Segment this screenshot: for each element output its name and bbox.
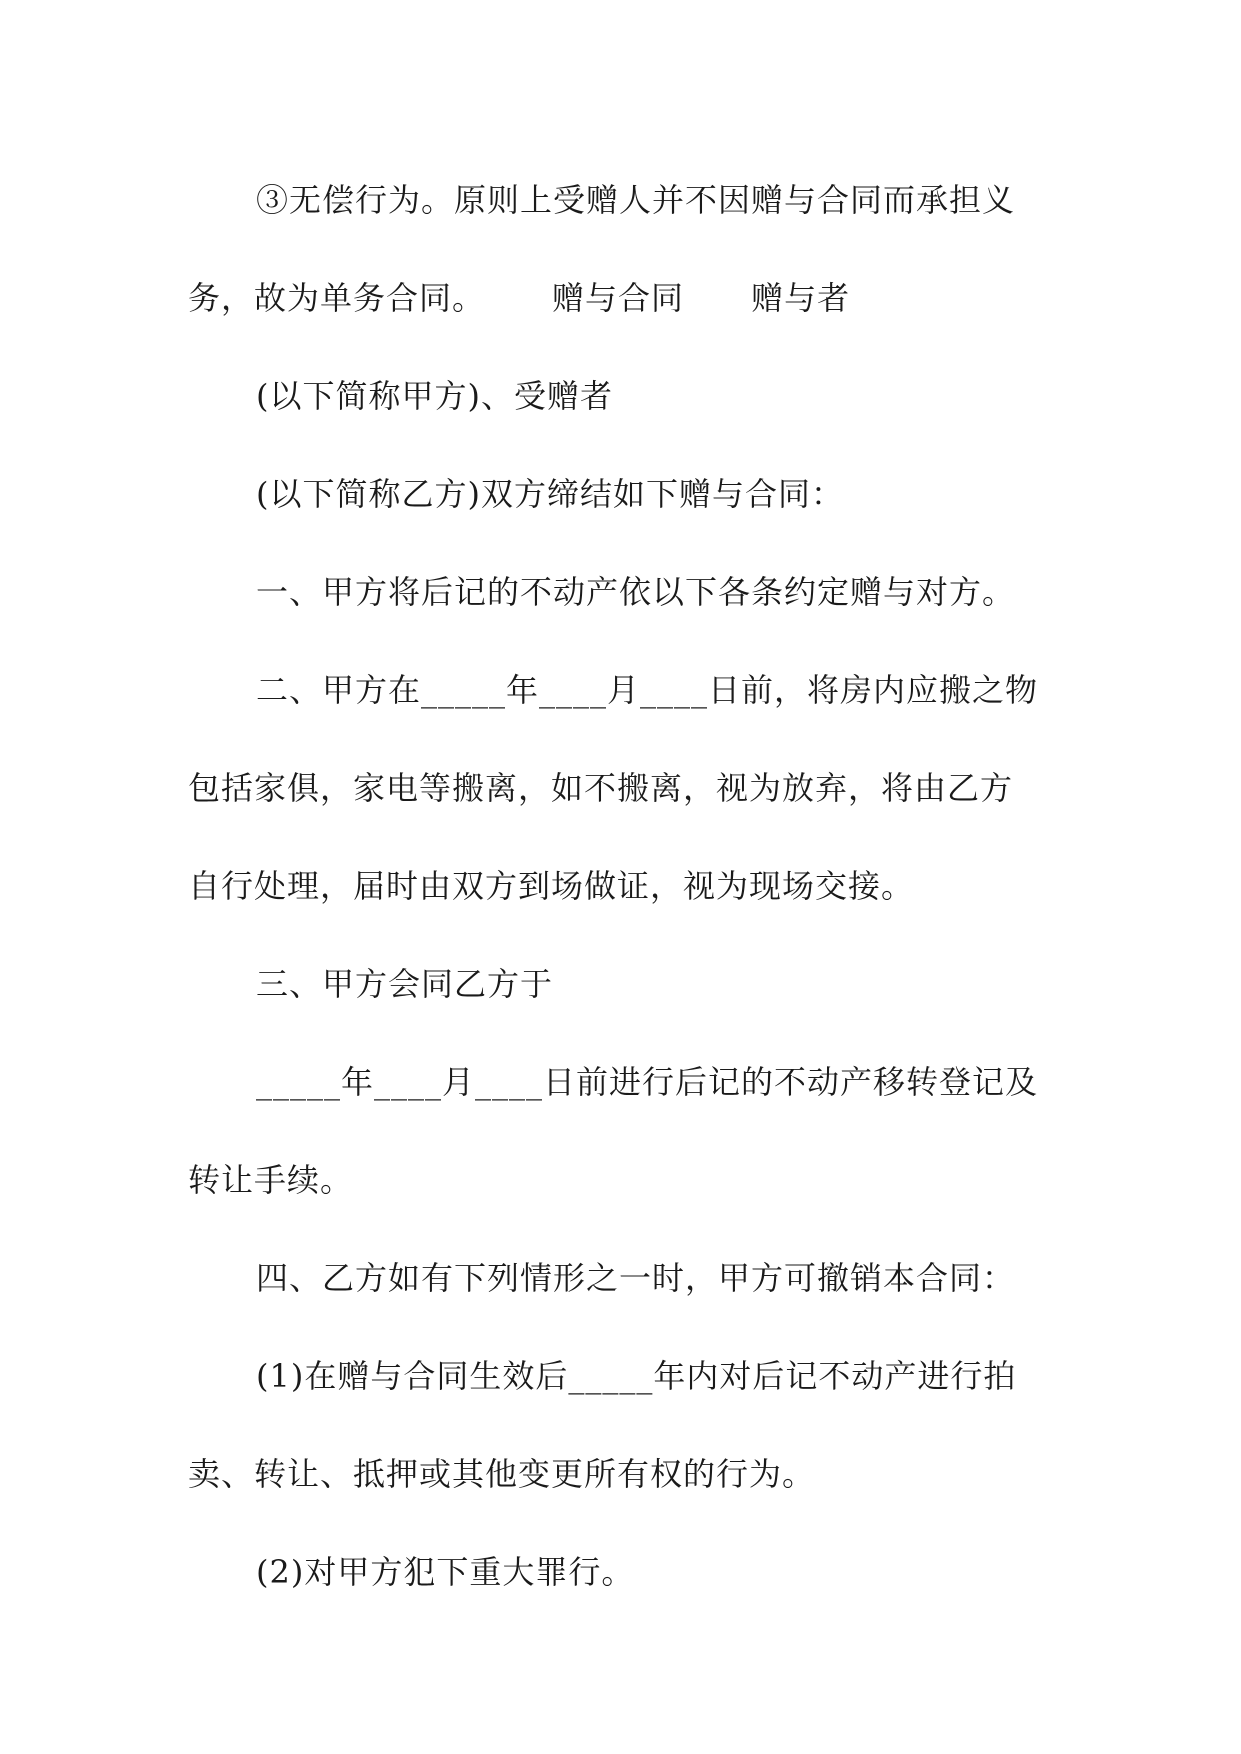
- text-line-7: 包括家俱，家电等搬离，如不搬离，视为放弃，将由乙方: [188, 769, 1014, 807]
- text-line-15: (2)对甲方犯下重大罪行。: [256, 1553, 635, 1591]
- text-line-6: 二、甲方在_____年____月____日前，将房内应搬之物: [256, 671, 1039, 709]
- text-line-9: 三、甲方会同乙方于: [256, 965, 554, 1003]
- text-line-14: 卖、转让、抵押或其他变更所有权的行为。: [188, 1455, 816, 1493]
- text-line-4: (以下简称乙方)双方缔结如下赠与合同：: [256, 475, 844, 513]
- text-line-10: _____年____月____日前进行后记的不动产移转登记及: [256, 1063, 1039, 1101]
- text-line-3: (以下简称甲方)、受赠者: [256, 377, 613, 415]
- text-line-1: ③无偿行为。原则上受赠人并不因赠与合同而承担义: [256, 181, 1016, 219]
- text-line-12: 四、乙方如有下列情形之一时，甲方可撤销本合同：: [256, 1259, 1016, 1297]
- text-line-11: 转让手续。: [188, 1161, 354, 1199]
- text-line-2: 务，故为单务合同。 赠与合同 赠与者: [188, 279, 851, 317]
- text-line-13: (1)在赠与合同生效后_____年内对后记不动产进行拍: [256, 1357, 1017, 1395]
- text-line-8: 自行处理，届时由双方到场做证，视为现场交接。: [188, 867, 915, 905]
- text-line-5: 一、甲方将后记的不动产依以下各条约定赠与对方。: [256, 573, 1016, 611]
